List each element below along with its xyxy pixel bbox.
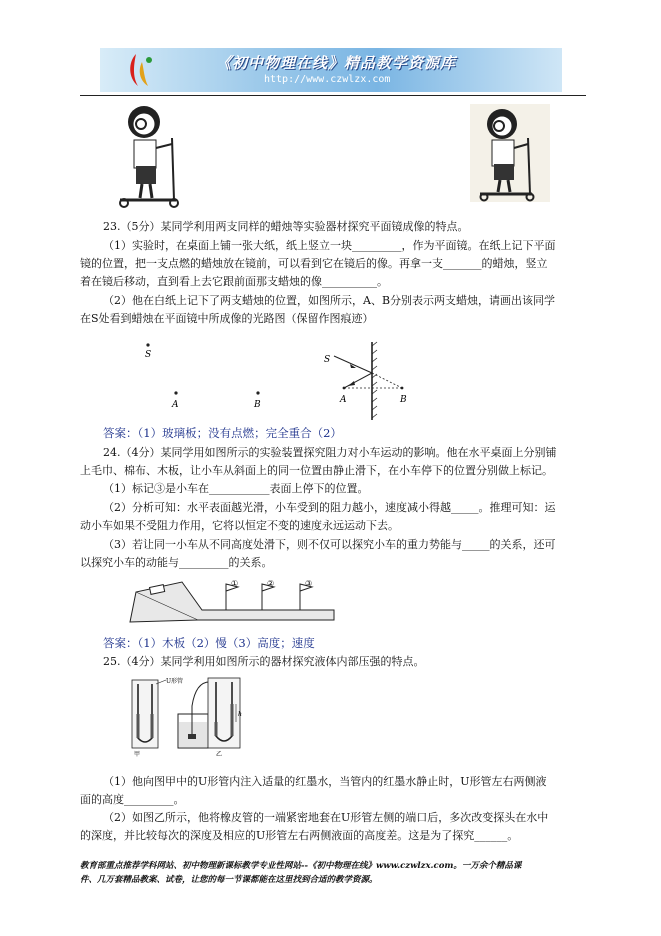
q23-p2-line2: 在S处看到蜡烛在平面镜中所成像的光路图（保留作图痕迹） — [80, 312, 374, 325]
q25-p2-line1: （2）如图乙所示，他将橡皮管的一端紧密地套在U形管左侧的端口后，多次改变探头在水中 — [103, 811, 549, 824]
q24-p3-line1: （3）若让同一小车从不同高度处滑下，则不仅可以探究小车的重力势能与_____的关系，还可 — [103, 538, 556, 551]
q23-p1-line1: （1）实验时，在桌面上铺一张大纸，纸上竖立一块_________，作为平面镜。在纸上记下平面 — [103, 239, 556, 252]
q24-p2-line1: （2）分析可知：水平表面越光滑，小车受到的阻力越小，速度减小得越_____。推理可知：运 — [103, 501, 556, 514]
header-rule — [80, 95, 586, 96]
header-banner — [100, 48, 562, 92]
site-title: 《初中物理在线》精品教学资源库 — [216, 54, 457, 72]
q23-p2-line1: （2）他在白纸上记下了两支蜡烛的位置，如图所示，A、B分别表示两支蜡烛，请画出该同学 — [103, 294, 556, 307]
q25-stem: 25.（4分）某同学利用如图所示的器材探究液体内部压强的特点。 — [103, 655, 425, 668]
site-url[interactable]: http://www.czwlzx.com — [264, 74, 391, 85]
q23-p1-line2: 镜的位置，把一支点燃的蜡烛放在镜前，可以看到它在镜后的像。再拿一支_______的蜡烛，竖立 — [80, 257, 548, 270]
label-s: S — [145, 350, 152, 360]
q24-stem-line2: 上毛巾、棉布、木板，让小车从斜面上的同一位置由静止滑下，在小车停下的位置分别做上标记。 — [80, 464, 553, 477]
q23-figure-mirror-ray — [318, 340, 418, 422]
q24-p1: （1）标记③是小车在___________表面上停下的位置。 — [103, 482, 369, 495]
q25-p2-line2: 的深度，并比较每次的深度及相应的U形管左右两侧液面的高度差。这是为了探究______。 — [80, 829, 519, 842]
footer-line1: 教育部重点推荐学科网站、初中物理新课标教学专业性网站--《初中物理在线》www.czwlzx.com。一万余个精品课 — [80, 861, 522, 871]
q25-figure-utube — [128, 674, 278, 758]
flag-1: ① — [231, 579, 239, 588]
q23-figure-points — [130, 335, 280, 415]
site-logo-icon — [122, 52, 156, 88]
label-a: A — [172, 400, 179, 410]
q23-answer: 答案：（1）玻璃板；没有点燃；完全重合（2） — [103, 426, 342, 440]
label-h: h — [238, 711, 242, 718]
label-b: B — [254, 400, 261, 410]
q24-figure-ramp — [128, 574, 338, 626]
svg-text:A: A — [340, 395, 347, 405]
q24-p3-line2: 以探究小车的动能与_________的关系。 — [80, 556, 273, 569]
q24-stem-line1: 24.（4分）某同学用如图所示的实验装置探究阻力对小车运动的影响。他在水平桌面上分别铺 — [103, 446, 557, 459]
svg-text:B: B — [400, 395, 407, 405]
q25-p1-line1: （1）他向图甲中的U形管内注入适量的红墨水，当管内的红墨水静止时，U形管左右两侧液 — [103, 775, 547, 788]
q24-p2-line2: 动小车如果不受阻力作用，它将以恒定不变的速度永远运动下去。 — [80, 519, 399, 532]
flag-3: ③ — [305, 579, 313, 588]
boy-scooter-figure-right — [470, 104, 550, 202]
label-yi: 乙 — [216, 751, 223, 758]
q25-p1-line2: 面的高度_________。 — [80, 793, 185, 806]
q23-stem: 23.（5分）某同学利用两支同样的蜡烛等实验器材探究平面镜成像的特点。 — [103, 220, 469, 233]
footer-line2: 件、几万套精品教案、试卷，让您的每一节课都能在这里找到合适的教学资源。 — [80, 875, 378, 885]
flag-2: ② — [267, 579, 275, 588]
label-jia: 甲 — [134, 751, 141, 758]
label-utube: U形管 — [166, 678, 184, 685]
boy-scooter-figure-left — [112, 100, 192, 210]
svg-text:S: S — [324, 355, 331, 365]
q23-p1-line3: 着在镜后移动，直到看上去它跟前面那支蜡烛的像__________。 — [80, 275, 388, 288]
q24-answer: 答案：（1）木板（2）慢（3）高度；速度 — [103, 636, 315, 650]
